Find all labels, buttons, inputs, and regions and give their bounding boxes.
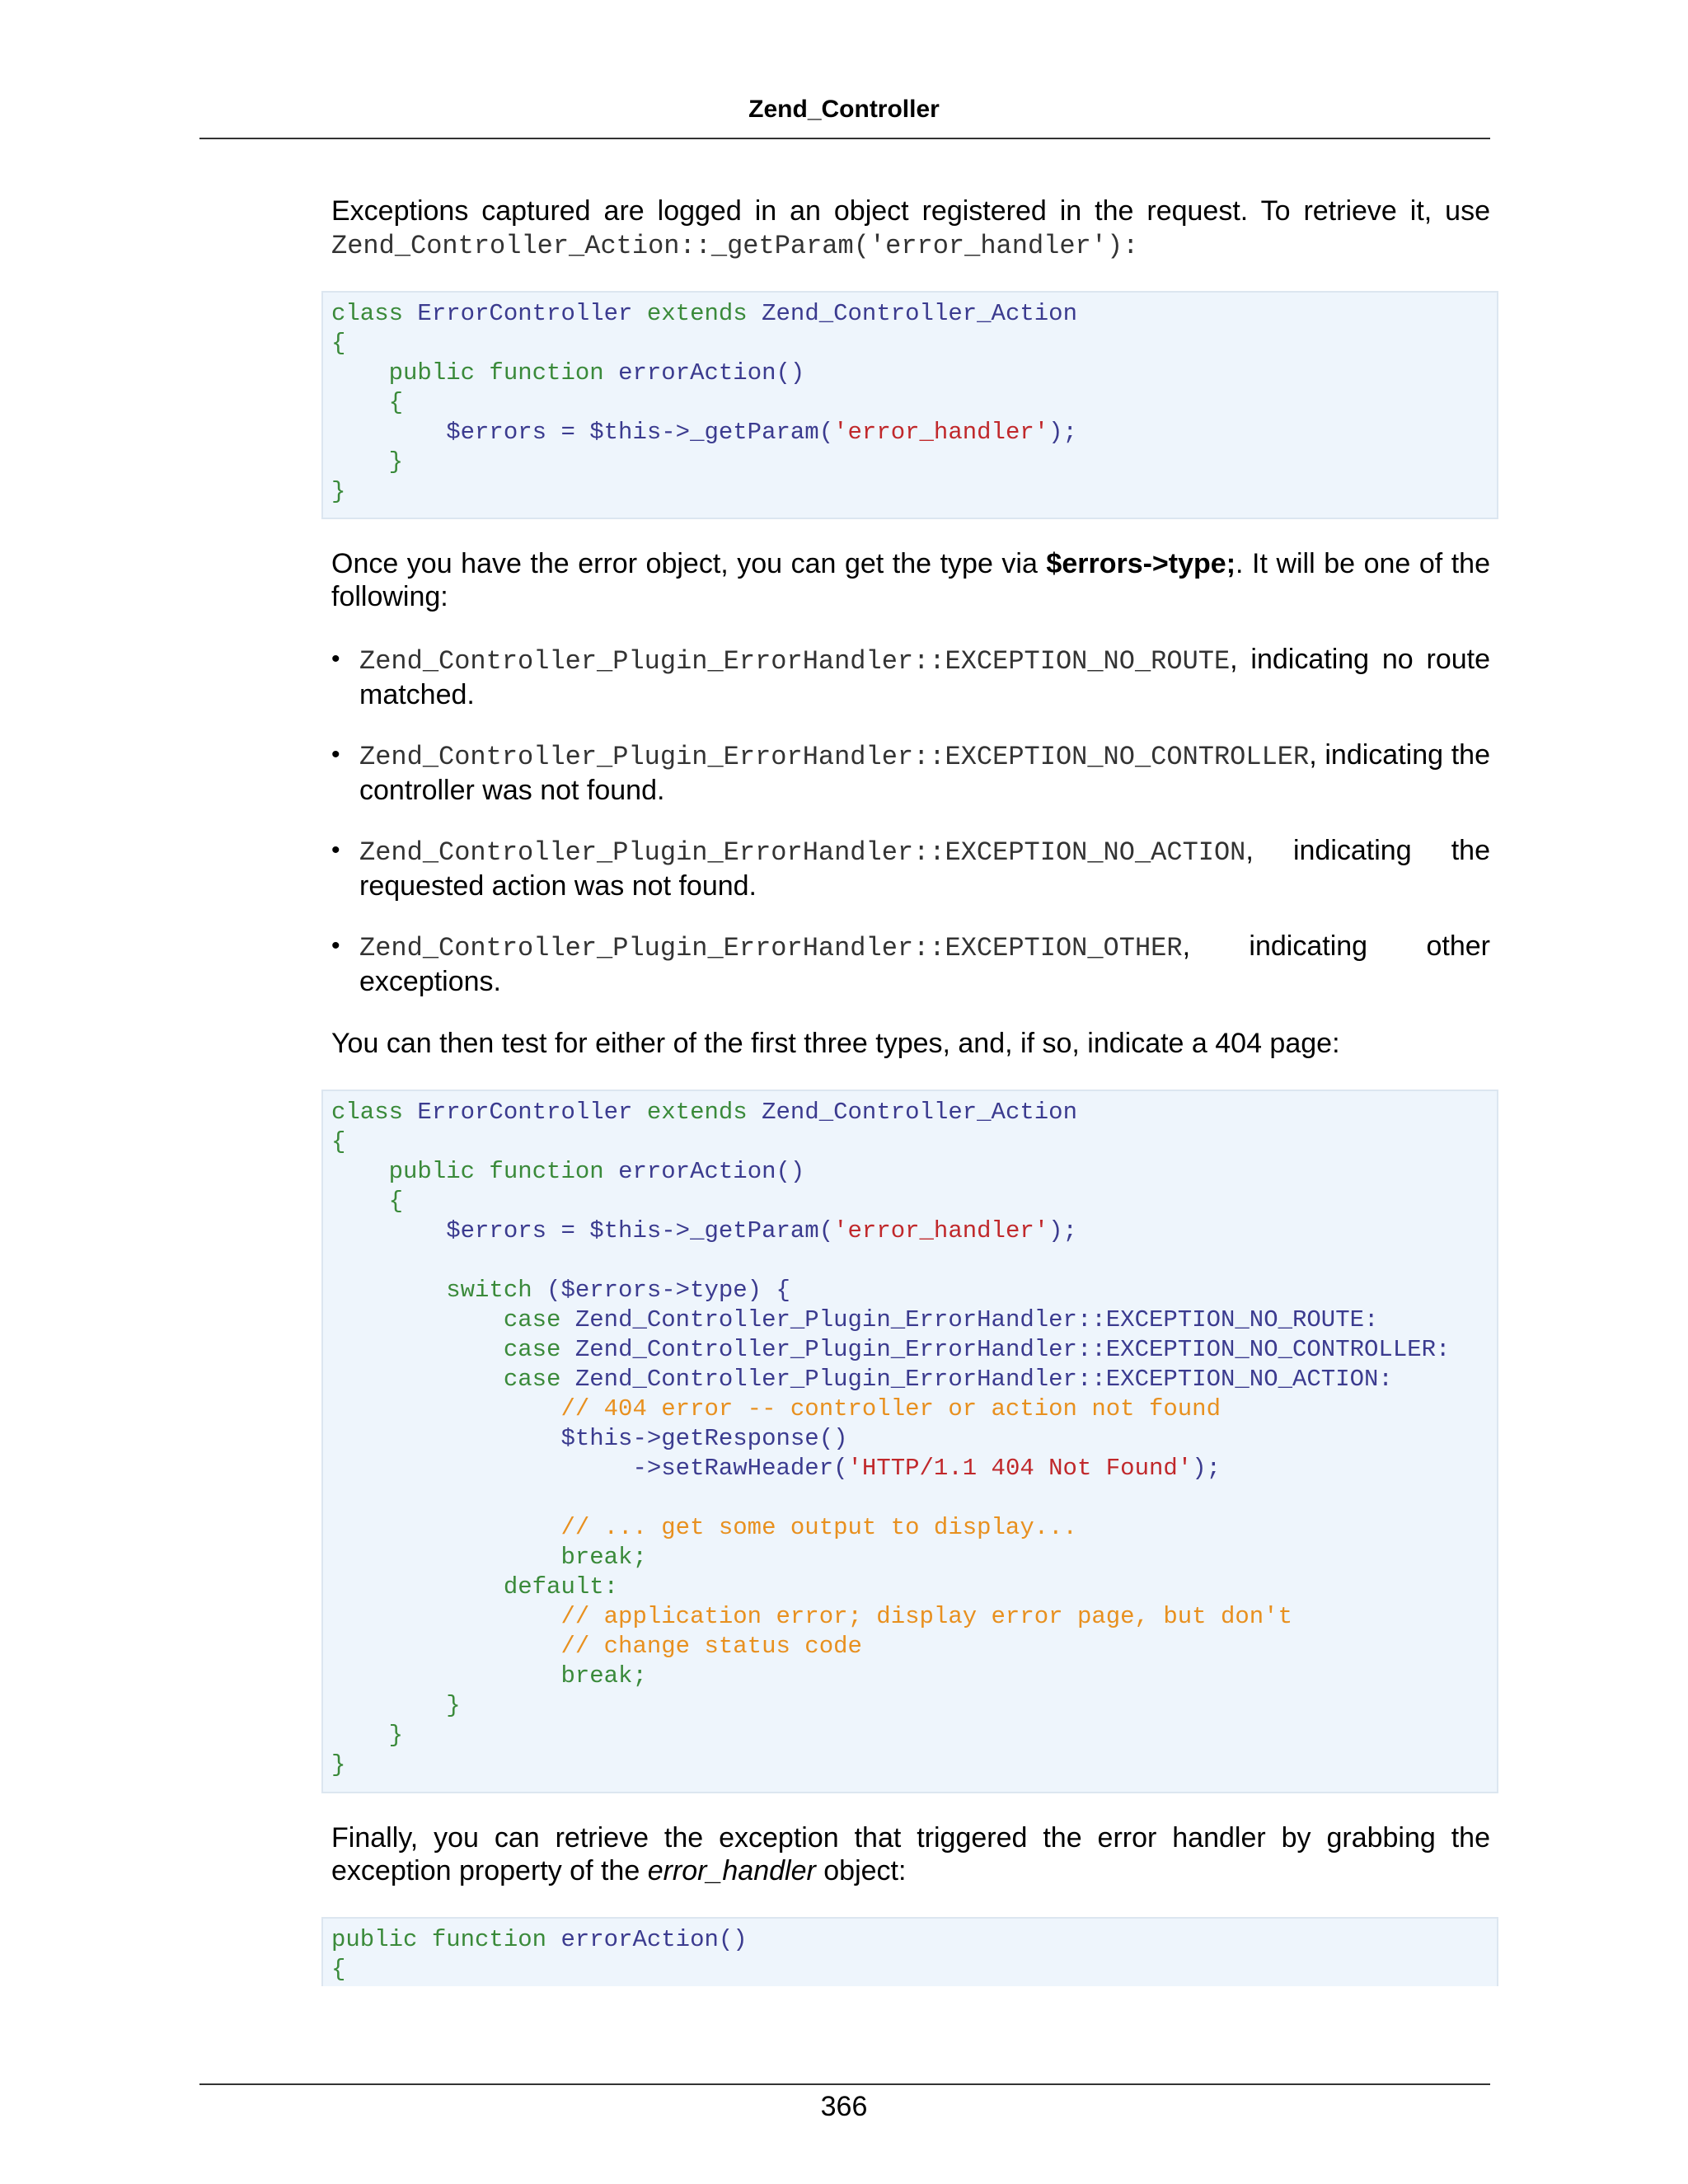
code-listing [323,293,1497,507]
code-token: ->setRawHeader( [331,1455,848,1482]
code-token: { [331,1128,346,1155]
code-token: ErrorController [417,300,647,327]
code-token: { [331,1956,346,1983]
code-token: } [331,1722,404,1749]
code-token: } [331,1751,346,1779]
code-token: class [331,300,418,327]
intro-code: Zend_Controller_Action::_getParam('error_handler'): [331,231,1139,261]
code-token: } [331,1692,461,1719]
code-line [331,1276,1497,1305]
code-line [331,1246,1497,1276]
code-line [331,388,1497,418]
code-token: { [331,1188,404,1215]
list-item-code: Zend_Controller_Plugin_ErrorHandler::EXCEPTION_NO_CONTROLLER [359,742,1310,772]
code-token: errorAction() [618,1158,805,1185]
list-item-text [359,834,1490,902]
code-line [331,1721,1497,1750]
bullet-icon: • [331,837,340,864]
list-item-description: , indicating other exceptions. [359,930,1490,997]
list-item-text [359,738,1490,807]
final-text-italic: error_handler [647,1855,816,1886]
code-line [331,1098,1497,1127]
code-token: 'error_handler' [833,419,1049,446]
code-token: break; [331,1662,647,1690]
code-token: Zend_Controller_Plugin_ErrorHandler::EXCEPTION_NO_ACTION: [574,1366,1393,1393]
test-paragraph: You can then test for either of the first three types, and, if so, indicate a 404 page: [331,1028,1340,1059]
list-item-text [359,643,1490,711]
code-line [331,1925,1497,1955]
code-line [331,1632,1497,1661]
code-token: default: [331,1573,619,1601]
code-line [331,1187,1497,1216]
code-line [331,1335,1497,1365]
code-token: public function [331,359,619,387]
code-token: ); [1192,1455,1221,1482]
code-token: // 404 error -- controller or action not found [331,1395,1221,1422]
code-token: extends [646,1099,762,1126]
list-item-text [359,930,1490,998]
header-rule [199,138,1490,139]
error-type-paragraph [331,547,1490,613]
code-line [331,359,1497,388]
list-item-code: Zend_Controller_Plugin_ErrorHandler::EXCEPTION_NO_ACTION [359,837,1246,868]
code-token: } [331,478,346,505]
intro-paragraph [331,194,1490,263]
code-line [331,1454,1497,1483]
code-token: $errors = $this->_getParam( [331,419,834,446]
code-token: 'error_handler' [833,1217,1049,1244]
code-token: $this->getResponse() [331,1425,848,1452]
bullet-icon: • [331,932,340,959]
code-token: case [331,1336,575,1363]
list-item-code: Zend_Controller_Plugin_ErrorHandler::EXCEPTION_NO_ROUTE [359,646,1231,677]
code-token: case [331,1366,575,1393]
list-item-description: , indicating the requested action was not found. [359,835,1490,902]
code-line [331,1305,1497,1335]
page-number: 366 [820,2091,868,2122]
code-line [331,1543,1497,1572]
code-token: break; [331,1544,647,1571]
code-line [331,1365,1497,1394]
code-line [331,1424,1497,1454]
code-line [331,1157,1497,1187]
code-line [331,1691,1497,1721]
code-token: Zend_Controller_Plugin_ErrorHandler::EXCEPTION_NO_ROUTE: [574,1306,1379,1333]
bullet-icon: • [331,645,340,673]
code-token: public function [331,1158,619,1185]
code-token: extends [646,300,762,327]
code-listing [323,1919,1497,1985]
code-token: 'HTTP/1.1 404 Not Found' [847,1455,1193,1482]
type-text-bold: $errors->type; [1046,548,1236,579]
code-token: { [331,389,404,416]
final-text-after: object: [815,1855,907,1886]
code-line [331,1513,1497,1543]
code-token: ($errors->type) { [546,1277,790,1304]
code-line [331,477,1497,507]
code-token: errorAction() [560,1926,748,1953]
code-token: $errors = $this->_getParam( [331,1217,834,1244]
code-line [331,1216,1497,1246]
list-item-code: Zend_Controller_Plugin_ErrorHandler::EXCEPTION_OTHER [359,933,1183,963]
code-token: // application error; display error page, but don't [331,1603,1292,1630]
code-token: ErrorController [417,1099,647,1126]
code-token: // ... get some output to display... [331,1514,1077,1541]
code-block-get-param [321,291,1498,519]
code-token: Zend_Controller_Action [762,1099,1077,1126]
code-token: class [331,1099,418,1126]
code-block-switch [321,1090,1498,1793]
code-token: // change status code [331,1633,862,1660]
code-line [331,329,1497,359]
code-listing [323,1091,1497,1780]
code-token: switch [331,1277,547,1304]
code-token: ); [1048,1217,1077,1244]
running-header: Zend_Controller [748,96,940,123]
code-token: { [331,330,346,357]
type-text-before: Once you have the error object, you can get the type via [331,548,1047,579]
final-paragraph [331,1821,1490,1887]
code-line [331,1661,1497,1691]
code-token: } [331,448,404,476]
code-token: public function [331,1926,561,1953]
code-line [331,1394,1497,1424]
code-token: case [331,1306,575,1333]
code-token: Zend_Controller_Plugin_ErrorHandler::EXCEPTION_NO_CONTROLLER: [574,1336,1451,1363]
final-text-before: Finally, you can retrieve the exception that triggered the error handler by grabbing the exception property of the [331,1822,1490,1886]
list-item-description: , indicating no route matched. [359,644,1490,710]
code-line [331,418,1497,448]
code-line [331,1572,1497,1602]
type-text-after: . It will be one of the following: [331,548,1490,612]
code-block-error-action [321,1917,1498,1986]
bullet-icon: • [331,741,340,768]
code-line [331,1955,1497,1985]
code-line [331,1750,1497,1780]
code-token: Zend_Controller_Action [762,300,1077,327]
code-line [331,1483,1497,1513]
code-line [331,448,1497,477]
code-token: ); [1048,419,1077,446]
code-line [331,1602,1497,1632]
footer-rule [199,2083,1490,2085]
list-item-description: , indicating the controller was not found. [359,739,1490,806]
code-line [331,1127,1497,1157]
code-line [331,299,1497,329]
intro-text: Exceptions captured are logged in an object registered in the request. To retrieve it, use [331,195,1490,227]
code-token: errorAction() [618,359,805,387]
